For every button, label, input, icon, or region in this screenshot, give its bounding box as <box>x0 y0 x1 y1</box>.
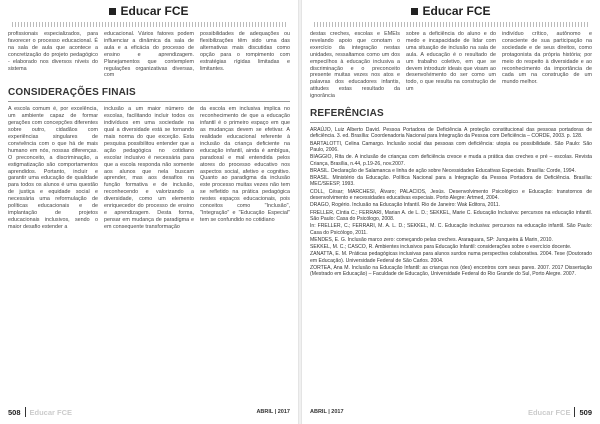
final-column-2 <box>104 106 194 230</box>
paragraph: sobre a deficiência do aluno e do medo e incapacidade de lidar com uma situação de inclusão na sala de aula. A educação é o resultado de um trabalho coletivo, em que se devem introduzir ideais que visam ao desenvolvimento do ser como um todo, o que resulta na construção de um <box>406 31 496 93</box>
paragraph: da escola em inclusiva implica no reconhecimento de que a educação infantil é o primeiro espaço em que as mudanças devem se efetivar. A realidade educacional referente à inclusão da criança deficiente na educação infantil, ainda é ambígua, paradoxal e mal entendida pelos atores do processo educativo nos aspectos social, afetivo e cognitivo. Quanto ao paradigma da inclusão este processo muitas vezes não tem se refletido na prática pedagógica nestes espaços educacionais, pois conceitos como "Inclusão", "Integração" e "Educação Especial" tem se confundido no cotidiano <box>200 106 290 223</box>
reference-item: BIAGGIO, Rita de. A inclusão de crianças com deficiência cresce e muda a prática das creches e pré – escolas. Revista Criança, Brasília, n.44, p.19-26, nov.2007. <box>310 154 592 167</box>
header-title: Educar FCE <box>120 4 189 18</box>
reference-item: ZANATTA, E. M. Práticas pedagógicas inclusivas para alunos surdos numa perspectiva colaborativa. 2004. Tese (Doutorado em Educação). Universidade Federal de São Carlos. 2004. <box>310 251 592 264</box>
paragraph: possibilidades de adequações ou flexibilizações têm sido uma das alternativas mais discutidas como opção para o rompimento com estratégias rígidas limitadas e limitantes. <box>200 31 290 72</box>
page-header <box>310 0 592 22</box>
page-footer <box>0 406 300 418</box>
section-rule <box>310 122 592 123</box>
footer-brand: Educar FCE <box>527 407 571 417</box>
intro-column-3 <box>200 31 290 79</box>
reference-item: COLL, César; MARCHESI, Álvaro; PALACIOS, Jesús. Desenvolvimento Psicológico e Educação: transtornos de desenvolvimento e necessidades educativas especiais. Porto Alegre: Artmed, 2004. <box>310 188 592 202</box>
intro-column-2 <box>406 31 496 100</box>
reference-item: FRELLER, Cíntia C.; FERRARI, Marian A. de L. D.; SEKKEL, Marie C. Educação Inclusiva: percursos na educação infantil. São Paulo: Casa do Psicólogo, 2008. <box>310 209 592 222</box>
section-rule <box>8 101 290 102</box>
paragraph: A escola comum é, por excelência, um ambiente capaz de formar gerações com concepções diferentes sobre outro, cidadãos com experiências singulares de convivência com o que há de mais humano em nós, nossas diferenças. O preconceito, a discriminação, a estigmatização são comportamentos aprendidos. Portanto, incluir e garantir uma educação de qualidade para todos os alunos é uma questão de justiça e equidade social e necessária uma reformulação de políticas educacionais e de implantação de projetos educacionais inclusivos, sendo o maior desafio estender a <box>8 106 98 230</box>
header-title: Educar FCE <box>422 4 491 18</box>
reference-item: BRASIL. Declaração de Salamanca e linha de ação sobre Necessidades Educativas Especiais. Brasília: Corde, 1994. <box>310 167 576 174</box>
reference-item: ARAÚJO, Luiz Alberto David. Pessoa Portadora de Deficiência A proteção constitucional das pessoas portadoras de deficiência. 3. ed. Brasília: Coordenadoria Nacional para Integração da Pessoa com Deficiência – CORDE, 2003. p. 128. <box>310 127 592 140</box>
reference-item: BRASIL. Ministério da Educação. Política Nacional para a Integração da Pessoa Portadora de Deficiência. Brasília: MEC/SEESP, 1993. <box>310 175 592 188</box>
header-dashed-rule <box>314 22 588 27</box>
page-number: 509 <box>579 407 592 417</box>
footer-divider <box>574 407 575 417</box>
footer-divider <box>25 407 26 417</box>
right-page <box>300 0 600 424</box>
reference-item: BARTALOTTI, Celina Camargo. Inclusão social das pessoas com deficiência: utopia ou possibilidade. São Paulo: São Paulo, 2006. <box>310 140 592 153</box>
page-footer <box>300 406 600 418</box>
final-column-1 <box>8 106 98 230</box>
reference-item: SEKKEL, M. C.; CASCO, R. Ambientes inclusivos para Educação Infantil: considerações sobre o exercício docente. <box>310 244 572 251</box>
paragraph: destas creches, escolas e EMEIs revelando apoio que conotam o exercício da integração nestas unidades, ressaltamos como um dos empecilhos à educação inclusiva a discriminação e o preconceito presente muitas vezes nos atos e palavras dos educadores infantis, atitudes estas resultado da ignorância <box>310 31 400 100</box>
paragraph: educacional. Vários fatores podem influenciar a dinâmica da sala de aula e a eficácia do processo de ensino e aprendizagem. Planejamentos que contemplem regulações organizativas diversas, com <box>104 31 194 79</box>
paragraph: inclusão a um maior número de escolas, facilitando incluir todos os indivíduos em uma sociedade na qual a diversidade está se tornando mais norma do que exceção. Esta pesquisa possibilitou entender que a ação pedagógica no cotidiano escolar inclusivo é necessária para que a escola responda não somente aos alunos que nela buscam aprender, mas aos desafios na função formativa e de inclusão, reconhecendo e valorizando a diversidade, como um elemento enriquecedor do processo de ensino e aprendizagem. Desta forma, pensar em mudança de paradigma e em consequente transformação <box>104 106 194 230</box>
paragraph: indivíduo crítico, autônomo e consciente de sua participação na sociedade e de seus direitos, como protagonista da própria história; por meio do respeito à diversidade e ao reconhecimento da importância de cada um na construção de um mundo melhor. <box>502 31 592 86</box>
final-column-3 <box>200 106 290 230</box>
intro-column-3 <box>502 31 592 100</box>
footer-brand: Educar FCE <box>29 407 73 417</box>
intro-column-2 <box>104 31 194 79</box>
intro-columns <box>310 31 592 100</box>
references-list <box>310 127 592 278</box>
section-title: CONSIDERAÇÕES FINAIS <box>8 87 136 99</box>
reference-item: MENDES, E. G. Inclusão marco zero: começando pelas creches. Araraquara, SP: Junqueira & Marin, 2010. <box>310 236 553 243</box>
intro-column-1 <box>8 31 98 79</box>
page-header <box>8 0 290 22</box>
final-columns <box>8 106 290 230</box>
page-number: 508 <box>8 407 21 417</box>
intro-columns <box>8 31 290 79</box>
reference-item: In: FRELLER, C.; FERRARI, M. A. L. D.; SEKKEL, M. C. Educação inclusiva: percursos na educação infantil. São Paulo: Casa do Psicólogo, 2011. <box>310 223 592 236</box>
reference-item: ZORTEA, Ana M. Inclusão na Educação Infantil: as crianças nos (des) encontros com seus pares. 2007. 2017 Dissertação (Mestrado em Educação) – Faculdade de Educação, Universidade Federal do Rio Grande do Sul, Porto Alegre. 2007. <box>310 265 592 278</box>
page-gutter <box>298 0 302 424</box>
section-title: REFERÊNCIAS <box>310 108 384 120</box>
reference-item: DRAGO, Rogério. Inclusão na Educação Infantil. Rio de Janeiro: Wak Editora, 2011. <box>310 202 500 209</box>
footer-date: ABRIL | 2017 <box>310 409 344 415</box>
paragraph: profissionais especializados, para favorecer o processo educacional. É na sala de aula que acontece a concretização do projeto pedagógico - elaborado nos diversos níveis do sistema <box>8 31 98 72</box>
square-bullet-icon <box>411 8 418 15</box>
header-dashed-rule <box>12 22 286 27</box>
footer-date: ABRIL | 2017 <box>256 409 290 415</box>
square-bullet-icon <box>109 8 116 15</box>
intro-column-1 <box>310 31 400 100</box>
